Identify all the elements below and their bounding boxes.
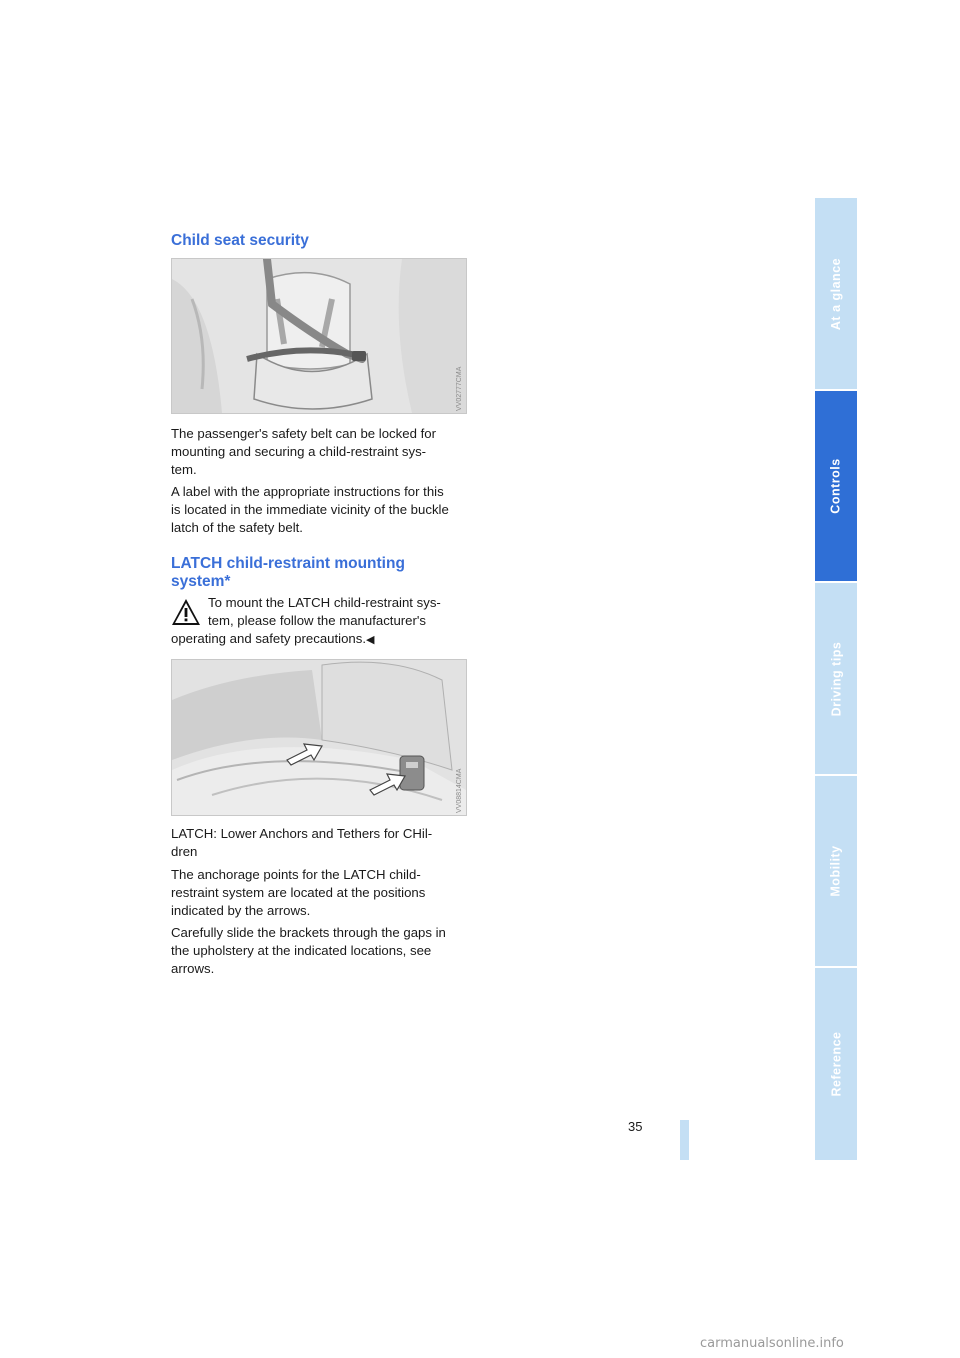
latch-drawing — [172, 660, 466, 815]
caption-line: dren — [171, 844, 198, 859]
paragraph-line: The anchorage points for the LATCH child- — [171, 867, 421, 882]
warning-line: To mount the LATCH child-restraint sys- — [208, 595, 441, 610]
tab-driving-tips[interactable] — [815, 583, 857, 774]
latch-illustration — [171, 659, 467, 816]
tab-controls[interactable] — [815, 391, 857, 581]
paragraph-line: The passenger's safety belt can be locked for — [171, 426, 436, 441]
paragraph-line: mounting and securing a child-restraint sys- — [171, 444, 427, 459]
warning-text: operating and safety precautions. — [171, 631, 367, 646]
child-seat-illustration — [171, 258, 467, 414]
image-code: VV02777CMA — [456, 366, 463, 411]
paragraph-line: Carefully slide the brackets through the gaps in — [171, 925, 446, 940]
paragraph-line: is located in the immediate vicinity of the buckle — [171, 502, 449, 517]
section-heading-latch: LATCH child-restraint mounting — [171, 555, 405, 572]
tab-mobility[interactable] — [815, 776, 857, 966]
tab-label: Driving tips — [829, 641, 844, 716]
warning-line: tem, please follow the manufacturer's — [208, 613, 427, 628]
section-heading-latch-cont: system* — [171, 573, 231, 590]
warning-icon — [171, 598, 201, 626]
tab-label: Reference — [829, 1031, 844, 1097]
tab-label: Mobility — [829, 845, 843, 897]
paragraph-line: tem. — [171, 462, 197, 477]
warning-line-last — [171, 630, 465, 650]
paragraph-line: A label with the appropriate instructions for this — [171, 484, 444, 499]
tab-reference[interactable] — [815, 968, 857, 1160]
image-code: VV08814CMA — [456, 768, 463, 813]
page-number: 35 — [628, 1119, 643, 1134]
paragraph-line: indicated by the arrows. — [171, 903, 311, 918]
tab-label: Controls — [829, 458, 844, 514]
paragraph-line: the upholstery at the indicated locations, see — [171, 943, 432, 958]
paragraph-line: arrows. — [171, 961, 215, 976]
paragraph-line: restraint system are located at the positions — [171, 885, 426, 900]
page-number-bar — [680, 1120, 689, 1160]
caption-line: LATCH: Lower Anchors and Tethers for CHil- — [171, 826, 433, 841]
tab-label: At a glance — [829, 257, 843, 330]
tab-at-a-glance[interactable] — [815, 198, 857, 389]
section-heading-child-seat: Child seat security — [171, 232, 309, 249]
watermark: carmanualsonline.info — [700, 1336, 844, 1351]
child-seat-drawing — [172, 259, 466, 413]
end-mark: ◀ — [366, 634, 375, 646]
paragraph-line: latch of the safety belt. — [171, 520, 303, 535]
